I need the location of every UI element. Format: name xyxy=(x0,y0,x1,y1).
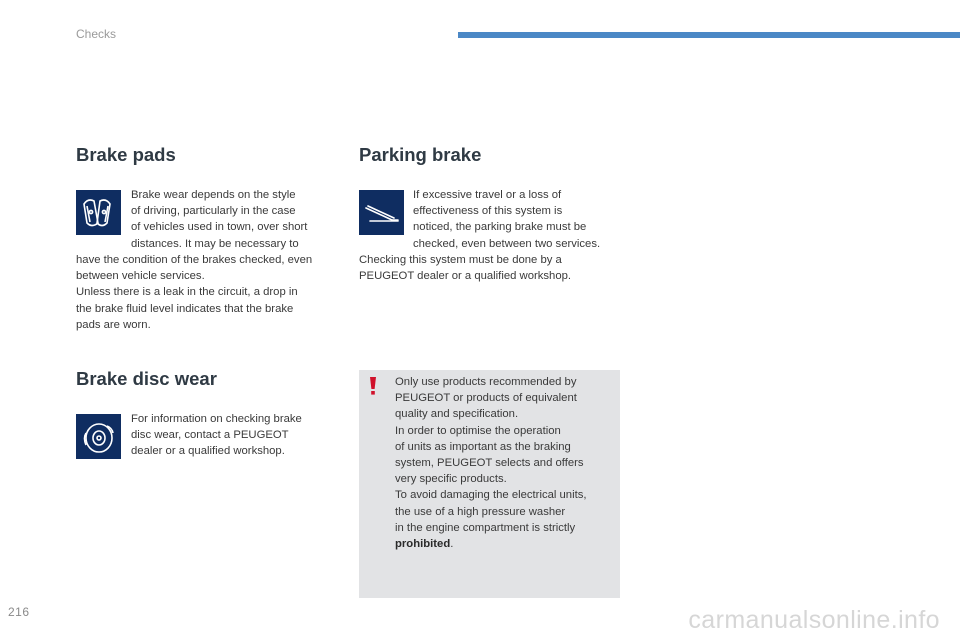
parking-brake-text-intro: If excessive travel or a loss of effectiveness of this system is noticed, the parking brake must be checked, even between two services. xyxy=(413,189,601,250)
page-number: 216 xyxy=(8,605,30,619)
heading-brake-disc-wear: Brake disc wear xyxy=(76,368,217,389)
section-title: Checks xyxy=(76,27,117,41)
brake-disc-icon xyxy=(76,414,121,459)
exclamation-icon xyxy=(366,376,380,396)
brake-disc-glyph xyxy=(80,418,118,456)
heading-parking-brake: Parking brake xyxy=(359,144,482,165)
parking-brake-text-body: Checking this system must be done by a PEUGEOT dealer or a qualified workshop. xyxy=(359,254,572,283)
heading-brake-pads: Brake pads xyxy=(76,144,176,165)
warning-emphasis: prohibited xyxy=(395,538,451,551)
watermark: carmanualsonline.info xyxy=(688,606,940,634)
parking-brake-icon xyxy=(359,190,404,235)
parking-brake-glyph xyxy=(362,198,402,228)
header-accent-bar xyxy=(458,32,960,38)
brake-pads-icon xyxy=(76,190,121,235)
brake-pads-text-body: have the condition of the brakes checked, even between vehicle services. Unless there is a leak in the circuit, a drop in the brake fluid level indicates that the brake pads are worn. xyxy=(76,254,313,331)
brake-disc-text: For information on checking brake disc wear, contact a PEUGEOT dealer or a qualified workshop. xyxy=(131,413,302,458)
brake-pads-glyph xyxy=(79,194,119,232)
brake-pads-text-intro: Brake wear depends on the style of driving, particularly in the case of vehicles used in town, over short distances. It may be necessary to xyxy=(131,189,308,250)
warning-text: Only use products recommended by PEUGEOT or products of equivalent quality and specification. In order to optimise the operation of units as important as the braking system, PEUGEOT selects and offers very specific products. To avoid damaging the electrical units, the use of a high pressure washer in the engine compartment is strictly prohibited. xyxy=(395,376,587,551)
